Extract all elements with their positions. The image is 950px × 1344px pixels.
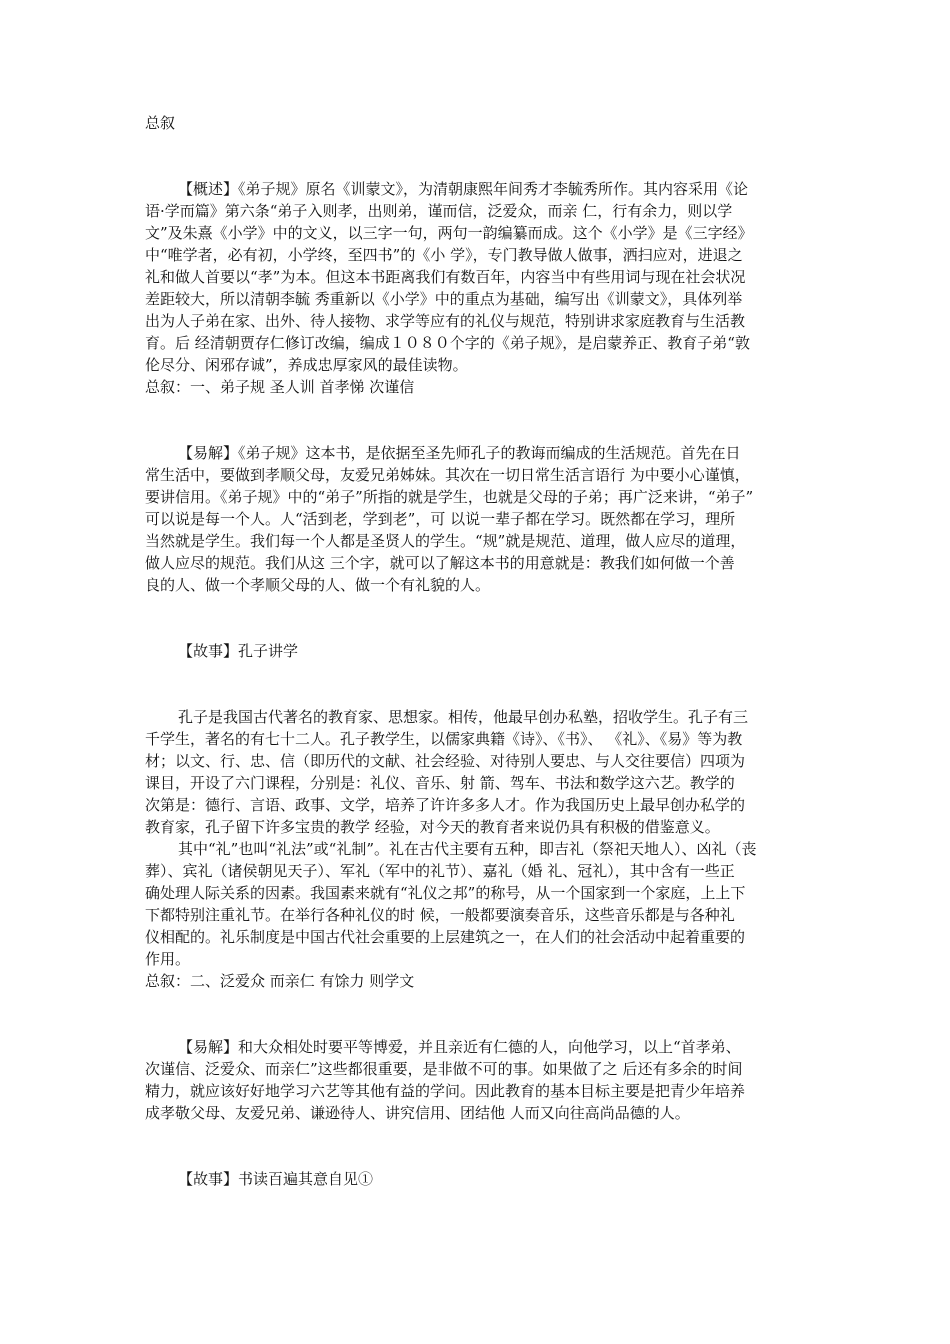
text-line: 要讲信用。《弟子规》中的“弟子”所指的就是学生，也就是父母的子弟；再广泛来讲，“弟子”: [145, 488, 754, 506]
text-line: 做人应尽的规范。我们从这 三个字，就可以了解这本书的用意就是：教我们如何做一个善: [145, 554, 735, 572]
text-line: 材；以文、行、忠、信（即历代的文献、社会经验、对待别人要忠、与人交往要信）四项为: [145, 752, 746, 770]
text-line: 作用。: [145, 950, 191, 968]
text-line: 精力，就应该好好地学习六艺等其他有益的学问。因此教育的基本目标主要是把青少年培养: [145, 1082, 746, 1100]
text-line: 伦尽分、闲邪存诚”，养成忠厚家风的最佳读物。: [145, 356, 468, 374]
text-line: 良的人、做一个孝顺父母的人、做一个有礼貌的人。: [145, 576, 491, 594]
text-line: 孔子是我国古代著名的教育家、思想家。相传，他最早创办私塾，招收学生。孔子有三: [178, 708, 749, 726]
heading: 总叙: [145, 114, 176, 132]
text-line: 下都特别注重礼节。在举行各种礼仪的时 候，一般都要演奏音乐，这些音乐都是与各种礼: [145, 906, 735, 924]
text-line: 差距较大，所以清朝李毓 秀重新以《小学》中的重点为基础，编写出《训蒙文》，具体列举: [145, 290, 743, 308]
text-line: 当然就是学生。我们每一个人都是圣贤人的学生。“规”就是规范、道理，做人应尽的道理，: [145, 532, 746, 550]
overview-paragraph: [145, 178, 810, 376]
text-line: 其中“礼”也叫“礼法”或“礼制”。礼在古代主要有五种，即吉礼（祭祀天地人）、凶礼（丧: [178, 840, 757, 858]
text-line: 【易解】《弟子规》这本书，是依据至圣先师孔子的教诲而编成的生活规范。首先在日: [178, 444, 741, 462]
text-line: 育。后 经清朝贾存仁修订改编，编成１０８０个字的《弟子规》，是启蒙养正、教育子弟“敦: [145, 334, 750, 352]
story-title-2: 【故事】书读百遍其意自见①: [178, 1170, 374, 1188]
document-page: [145, 112, 810, 1190]
explain-paragraph-2: [145, 1036, 810, 1124]
story-paragraph-1: [145, 706, 810, 838]
text-line: 千学生，著名的有七十二人。孔子教学生，以儒家典籍《诗》、《书》、 《礼》、《易》等为教: [145, 730, 743, 748]
text-line: 礼和做人首要以“孝”为本。但这本书距离我们有数百年，内容当中有些用词与现在社会状况: [145, 268, 746, 286]
story-paragraph-2: [145, 838, 810, 970]
story-title-1: 【故事】孔子讲学: [178, 642, 299, 660]
text-line: 葬）、宾礼（诸侯朝见天子）、军礼（军中的礼节）、嘉礼（婚 礼、冠礼），其中含有一些正: [145, 862, 735, 880]
text-line: 中“唯学者，必有初，小学终，至四书”的《小 学》，专门教导做人做事，洒扫应对，进退之: [145, 246, 743, 264]
text-line: 出为人子弟在家、出外、待人接物、求学等应有的礼仪与规范，特别讲求家庭教育与生活教: [145, 312, 746, 330]
text-line: 确处理人际关系的因素。我国素来就有“礼仪之邦”的称号，从一个国家到一个家庭，上上下: [145, 884, 746, 902]
text-line: 仪相配的。礼乐制度是中国古代社会重要的上层建筑之一，在人们的社会活动中起着重要的: [145, 928, 746, 946]
text-line: 常生活中，要做到孝顺父母，友爱兄弟姊妹。其次在一切日常生活言语行 为中要小心谨慎，: [145, 466, 750, 484]
text-line: 可以说是每一个人。人“活到老，学到老”，可 以说一辈子都在学习。既然都在学习，理所: [145, 510, 736, 528]
text-line: 教育家，孔子留下许多宝贵的教学 经验，对今天的教育者来说仍具有积极的借鉴意义。: [145, 818, 720, 836]
text-line: 课目，开设了六门课程，分别是：礼仪、音乐、射 箭、驾车、书法和数学这六艺。教学的: [145, 774, 735, 792]
text-line: 成孝敬父母、友爱兄弟、谦逊待人、讲究信用、团结他 人而又向往高尚品德的人。: [145, 1104, 690, 1122]
text-line: 次第是：德行、言语、政事、文学，培养了许许多多人才。作为我国历史上最早创办私学的: [145, 796, 746, 814]
explain-paragraph-1: [145, 442, 810, 596]
text-line: 文”及朱熹《小学》中的文义，以三字一句，两句一韵编纂而成。这个《小学》是《三字经》: [145, 224, 753, 242]
text-line: 语·学而篇》第六条“弟子入则孝，出则弟，谨而信，泛爱众，而亲 仁，行有余力，则以学: [145, 202, 733, 220]
text-line: 【概述】《弟子规》原名《训蒙文》，为清朝康熙年间秀才李毓秀所作。其内容采用《论: [178, 180, 749, 198]
text-line: 次谨信、泛爱众、而亲仁”这些都很重要，是非做不可的事。如果做了之 后还有多余的时间: [145, 1060, 743, 1078]
text-line: 【易解】和大众相处时要平等博爱，并且亲近有仁德的人，向他学习，以上“首孝弟、: [178, 1038, 741, 1056]
section-subtitle-1: 总叙：一、弟子规 圣人训 首孝悌 次谨信: [145, 378, 415, 396]
section-subtitle-2: 总叙：二、泛爱众 而亲仁 有馀力 则学文: [145, 972, 415, 990]
